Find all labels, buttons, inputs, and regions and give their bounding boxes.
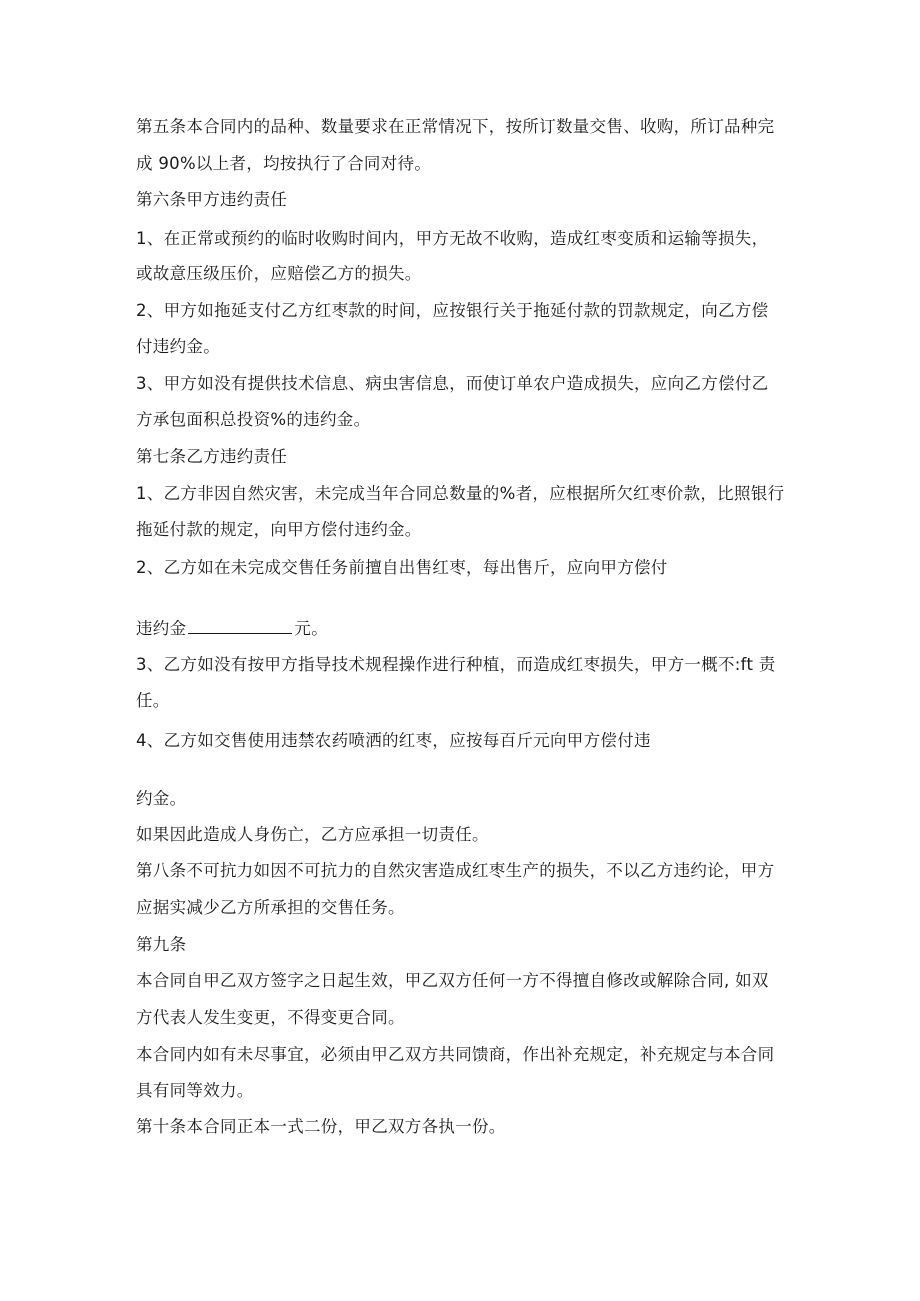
article-7-item-4-line-2: 约金。	[136, 789, 187, 808]
article-9-para-1-line-1: 本合同自甲乙双方签字之日起生效，甲乙双方任何一方不得擅自修改或解除合同, 如双	[136, 971, 769, 990]
article-7-injury-clause: 如果因此造成人身伤亡，乙方应承担一切责任。	[136, 825, 489, 844]
article-7-item-1-line-2: 拖延付款的规定，向甲方偿付违约金。	[136, 520, 422, 539]
penalty-text: 违约金	[136, 619, 187, 638]
article-6-item-3-line-2: 方承包面积总投资%的违约金。	[136, 410, 371, 429]
article-6-item-1-line-2: 或故意压级压价，应赔偿乙方的损失。	[136, 264, 422, 283]
article-7-item-1-line-1: 1、乙方非因自然灾害，未完成当年合同总数量的%者，应根据所欠红枣价款，比照银行	[136, 484, 785, 503]
currency-unit: 元。	[294, 619, 329, 638]
article-6-item-1-line-1: 1、在正常或预约的临时收购时间内，甲方无故不收购，造成红枣变质和运输等损失，	[136, 229, 769, 248]
amount-blank	[188, 617, 292, 634]
article-6-item-2-line-2: 付违约金。	[136, 337, 220, 356]
article-9-para-2-line-2: 具有同等效力。	[136, 1081, 254, 1100]
article-9-para-1-line-2: 方代表人发生变更，不得变更合同。	[136, 1008, 405, 1027]
article-5-line-1: 第五条本合同内的品种、数量要求在正常情况下，按所订数量交售、收购，所订品种完	[136, 117, 775, 136]
article-7-item-4-line-1: 4、乙方如交售使用违禁农药喷洒的红枣，应按每百斤元向甲方偿付违	[136, 731, 651, 750]
article-8-line-2: 应据实减少乙方所承担的交售任务。	[136, 898, 405, 917]
article-7-item-2-line-2	[136, 617, 328, 640]
article-7-heading: 第七条乙方违约责任	[136, 447, 288, 466]
article-9-para-2-line-1: 本合同内如有未尽事宜，必须由甲乙双方共同馈商，作出补充规定，补充规定与本合同	[136, 1045, 775, 1064]
article-10-line: 第十条本合同正本一式二份，甲乙双方各执一份。	[136, 1117, 506, 1136]
article-7-item-3-line-2: 任。	[136, 691, 170, 710]
article-6-heading: 第六条甲方违约责任	[136, 190, 288, 209]
article-6-item-2-line-1: 2、甲方如拖延支付乙方红枣款的时间，应按银行关于拖延付款的罚款规定，向乙方偿	[136, 301, 769, 320]
article-8-line-1: 第八条不可抗力如因不可抗力的自然灾害造成红枣生产的损失，不以乙方违约论，甲方	[136, 861, 775, 880]
article-6-item-3-line-1: 3、甲方如没有提供技术信息、病虫害信息，而使订单农户造成损失，应向乙方偿付乙	[136, 374, 769, 393]
article-7-item-3-line-1: 3、乙方如没有按甲方指导技术规程操作进行种植，而造成红枣损失，甲方一概不:ft 责	[136, 655, 776, 674]
article-7-item-2-line-1: 2、乙方如在未完成交售任务前擅自出售红枣，每出售斤，应向甲方偿付	[136, 558, 668, 577]
article-5-line-2: 成 90%以上者，均按执行了合同对待。	[136, 154, 432, 173]
article-9-heading: 第九条	[136, 935, 187, 954]
